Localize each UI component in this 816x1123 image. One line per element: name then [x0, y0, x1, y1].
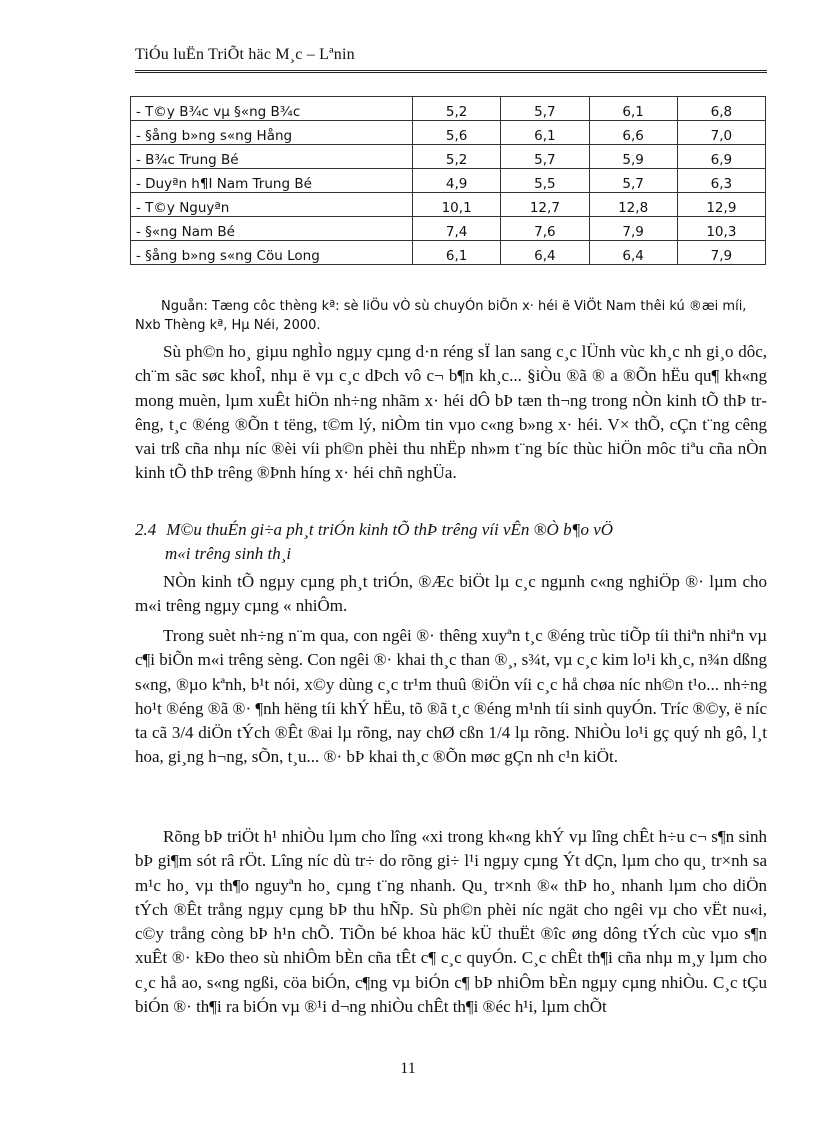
section-title-line2: m«i trêng sinh th¸i	[165, 544, 292, 563]
section-number: 2.4	[135, 520, 157, 539]
value-cell: 5,2	[413, 145, 501, 169]
paragraph-industry-pollution: NÒn kinh tÕ ngµy cµng ph¸t triÓn, ®Æc biÖt lµ c¸c ngµnh c«ng nghiÖp ®· lµm cho m«i trêng ngµy cµng « nhiÔm.	[135, 572, 767, 616]
value-cell: 6,4	[501, 241, 589, 265]
table-body	[131, 97, 766, 265]
value-cell: 6,9	[677, 145, 765, 169]
value-cell: 12,8	[589, 193, 677, 217]
table-row	[131, 241, 766, 265]
value-cell: 10,1	[413, 193, 501, 217]
region-cell: - T©y Nguyªn	[131, 193, 413, 217]
value-cell: 6,8	[677, 97, 765, 121]
paragraph-income-distribution: Sù ph©n ho¸ giµu nghÌo ngµy cµng d·n réng sÏ lan sang c¸c lÜnh vùc kh¸c nh gi¸o dôc, ch¨m sãc søc khoÎ, nhµ ë vµ c¸c dÞch vô c¬ b¶n kh¸c... §iÒu ®ã ® a ®Õn hËu qu¶ kh«ng mong muèn, lµm xuÊt hiÖn nh÷ng nhãm x· héi dÔ bÞ tæn th¬ng trong nÒn kinh tÕ thÞ trêng, t¸c ®éng ®Õn t tëng, t©m lý, niÒm tin vµo c«ng b»ng x· héi. V× thÕ, cÇn t¨ng cêng vai trß cña nhµ níc ®èi víi ph©n phèi thu nhËp nh»m t¨ng bíc thùc hiÖn môc tiªu cña nÒn kinh tÕ thÞ trêng ®Þnh híng x· héi chñ nghÜa.	[135, 342, 767, 483]
value-cell: 7,9	[677, 241, 765, 265]
page-number: 11	[400, 1060, 416, 1077]
source-note: Nguån: Tæng côc thèng kª: sè liÖu vÒ sù chuyÓn biÕn x· héi ë ViÖt Nam thêi kú ®æi míi, Nxb Thèng kª, Hµ Néi, 2000.	[135, 299, 747, 333]
table-row	[131, 145, 766, 169]
table-row	[131, 169, 766, 193]
regional-data-table	[130, 96, 766, 265]
section-heading	[135, 518, 767, 566]
table-row	[131, 121, 766, 145]
value-cell: 4,9	[413, 169, 501, 193]
value-cell: 6,1	[501, 121, 589, 145]
value-cell: 6,1	[589, 97, 677, 121]
value-cell: 6,1	[413, 241, 501, 265]
value-cell: 12,7	[501, 193, 589, 217]
region-cell: - §ång b»ng s«ng Hång	[131, 121, 413, 145]
value-cell: 5,7	[501, 145, 589, 169]
table-row	[131, 97, 766, 121]
value-cell: 7,9	[589, 217, 677, 241]
region-cell: - T©y B¾c vµ §«ng B¾c	[131, 97, 413, 121]
region-cell: - Duyªn h¶I Nam Trung Bé	[131, 169, 413, 193]
section-title-line1: M©u thuÉn gi÷a ph¸t triÓn kinh tÕ thÞ trêng víi vÊn ®Ò b¶o vÖ	[166, 520, 614, 539]
value-cell: 7,4	[413, 217, 501, 241]
paragraph-deforestation: Rõng bÞ triÖt h¹ nhiÒu lµm cho lîng «xi trong kh«ng khÝ vµ lîng chÊt h÷u c¬ s¶n sinh bÞ gi¶m sót râ rÖt. Lîng níc dù tr÷ do rõng gi÷ l¹i ngµy cµng Ýt dÇn, lµm cho qu¸ tr×nh sa m¹c ho¸ vµ th¶o nguyªn ho¸ cµng t¨ng nhanh. Qu¸ tr×nh ®« thÞ ho¸ nhanh lµm cho diÖn tÝch ®Êt trång ngµy cµng bÞ thu hÑp. Sù ph©n phèi níc ngät cho ngêi vµ cho vËt nu«i, c©y trång còng bÞ h¹n chÕ. TiÕn bé khoa häc kÜ thuËt ®îc øng dông tÝch cùc vµo s¶n xuÊt ®· kÐo theo sù nhiÔm bÈn cña tÊt c¶ c¸c quyÓn. C¸c chÊt th¶i cña nhµ m¸y lµm cho c¸c hå ao, s«ng ngßi, cöa biÓn, c¶ng vµ biÓn c¶ bÞ nhiÔm bÈn ngµy cµng nhiÒu. C¸c tÇu biÓn ®· th¶i ra biÓn vµ ®¹i d¬ng nhiÒu chÊt th¶i ®éc h¹i, lµm chÕt	[135, 827, 767, 1017]
value-cell: 5,7	[589, 169, 677, 193]
region-cell: - §ång b»ng s«ng Cöu Long	[131, 241, 413, 265]
value-cell: 5,2	[413, 97, 501, 121]
paragraph-human-impact: Trong suèt nh÷ng n¨m qua, con ngêi ®· thêng xuyªn t¸c ®éng trùc tiÕp tíi thiªn nhiªn vµ c¶i biÕn m«i trêng sèng. Con ngêi ®· khai th¸c than ®¸, s¾t, vµ c¸c kim lo¹i kh¸c, n¾n dßng s«ng, ®µo kªnh, b¹t nói, x©y dùng c¸c tr¹m thuû ®iÖn víi c¸c hå chøa níc nh©n t¹o... nh÷ng ho¹t ®éng ®ã ®· ¶nh hëng tíi khÝ hËu, tõ ®ã t¸c ®éng m¹nh tíi sinh quyÓn. Tríc ®©y, ë níc ta cã 3/4 diÖn tÝch ®Êt ®ai lµ rõng, nay chØ cßn 1/4 lµ rõng. NhiÒu lo¹i gç quý nh gô, l¸t hoa, gi¸ng h¬ng, sÕn, t¸u... ®· bÞ khai th¸c ®Õn møc gÇn nh c¹n kiÖt.	[135, 626, 767, 767]
value-cell: 5,7	[501, 97, 589, 121]
value-cell: 6,6	[589, 121, 677, 145]
region-cell: - B¾c Trung Bé	[131, 145, 413, 169]
table-row	[131, 217, 766, 241]
value-cell: 5,6	[413, 121, 501, 145]
value-cell: 5,9	[589, 145, 677, 169]
value-cell: 6,3	[677, 169, 765, 193]
value-cell: 5,5	[501, 169, 589, 193]
header-rule	[135, 70, 767, 73]
value-cell: 10,3	[677, 217, 765, 241]
value-cell: 6,4	[589, 241, 677, 265]
region-cell: - §«ng Nam Bé	[131, 217, 413, 241]
running-header: TiÓu luËn TriÕt häc M¸c – Lªnin	[135, 46, 355, 63]
table-row	[131, 193, 766, 217]
value-cell: 7,6	[501, 217, 589, 241]
value-cell: 7,0	[677, 121, 765, 145]
value-cell: 12,9	[677, 193, 765, 217]
